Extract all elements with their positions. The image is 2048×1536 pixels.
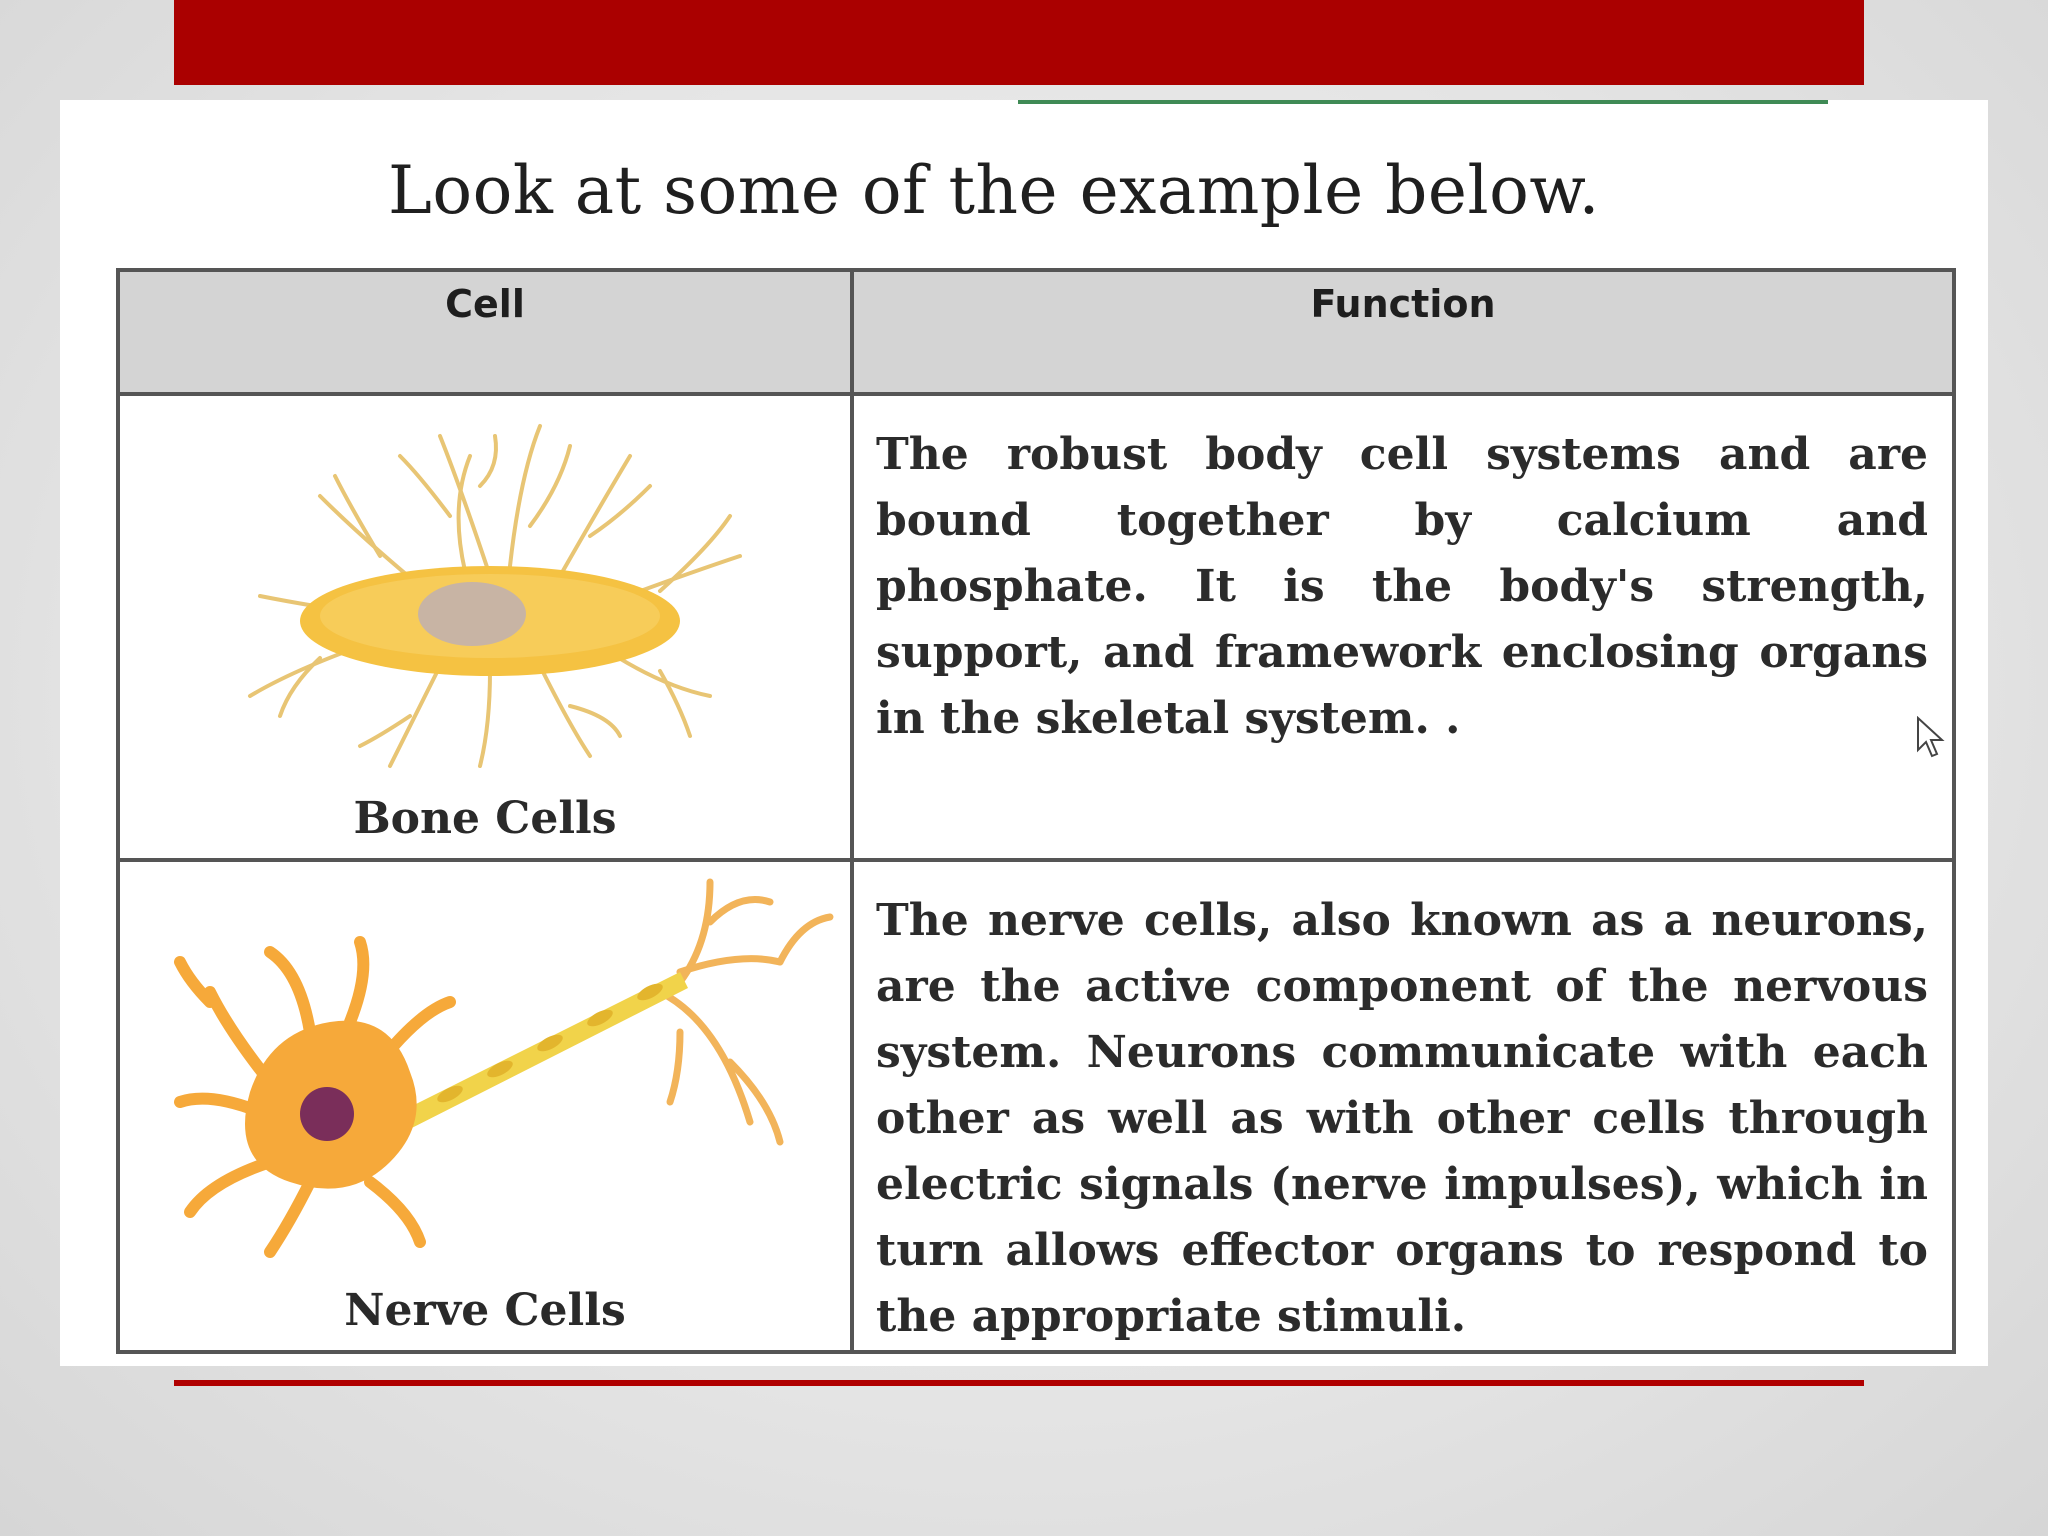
header-cell: Cell — [118, 270, 852, 394]
title-bar — [174, 0, 1864, 85]
table-row — [118, 394, 1954, 860]
function-description: The robust body cell systems and are bound together by calcium and phosphate. It is the body's strength, support, and framework enclosing organs in the skeletal system. . — [852, 394, 1954, 860]
function-description: The nerve cells, also known as a neurons, are the active component of the nervous system. Neurons communicate with each other as well as with other cells through electric signals (nerve impulses), which in turn allows effector organs to respond to the appropriate stimuli. — [852, 860, 1954, 1352]
slide-heading: Look at some of the example below. — [388, 152, 1600, 229]
bone-cell-nucleus — [418, 582, 526, 646]
mouse-pointer-icon — [1916, 716, 1946, 760]
table-header-row — [118, 270, 1954, 394]
bone-cell-icon — [120, 396, 850, 776]
footer-rule — [174, 1380, 1864, 1386]
cell-function-table — [116, 268, 1956, 1354]
cell-image-cell — [118, 860, 852, 1352]
cell-name: Bone Cells — [353, 793, 617, 844]
cell-name: Nerve Cells — [344, 1285, 626, 1336]
slide-content — [60, 100, 1988, 1366]
cell-image-cell — [118, 394, 852, 860]
nerve-cell-nucleus — [300, 1087, 354, 1141]
divider-line — [1018, 100, 1828, 104]
table-row — [118, 860, 1954, 1352]
nerve-cell-icon — [120, 862, 850, 1262]
header-function: Function — [852, 270, 1954, 394]
